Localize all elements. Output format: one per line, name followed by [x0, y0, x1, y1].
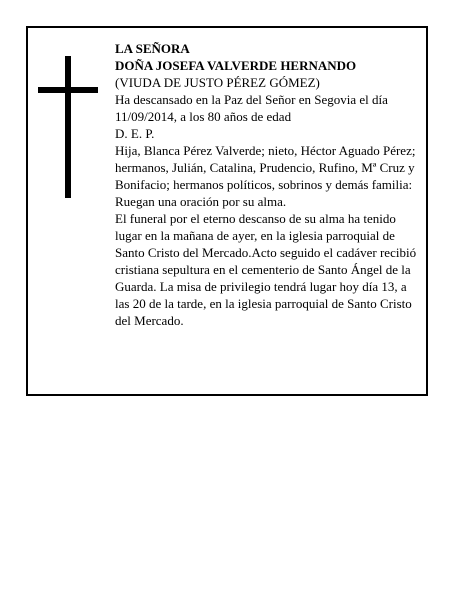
prayer-request: Ruegan una oración por su alma. [115, 194, 287, 209]
obituary-text [115, 40, 420, 329]
rip-line: D. E. P. [115, 126, 155, 141]
deceased-name: DOÑA JOSEFA VALVERDE HERNANDO [115, 58, 357, 73]
funeral-details: El funeral por el eterno descanso de su alma ha tenido lugar en la mañana de ayer, en la iglesia parroquial de Santo Cristo del Mercado.Acto seguido el cadáver recibió cristiana sepultura en el cementerio de Santo Ángel de la Guarda. La misa de privilegio tendrá lugar hoy día 13, a las 20 de la tarde, en la iglesia parroquial de Santo Cristo del Mercado. [115, 211, 417, 328]
cross-horizontal-bar [38, 87, 98, 93]
family-list: Hija, Blanca Pérez Valverde; nieto, Héctor Aguado Pérez; hermanos, Julián, Catalina, Prudencio, Rufino, Mª Cruz y Bonifacio; hermanos políticos, sobrinos y demás familia: [115, 143, 416, 192]
cross-vertical-bar [65, 56, 71, 198]
heading-line-1: LA SEÑORA [115, 41, 190, 56]
cross-icon [38, 56, 98, 198]
widow-subtitle: (VIUDA DE JUSTO PÉREZ GÓMEZ) [115, 75, 320, 90]
death-announcement: Ha descansado en la Paz del Señor en Segovia el día 11/09/2014, a los 80 años de edad [115, 92, 388, 124]
obituary-notice [26, 26, 428, 396]
